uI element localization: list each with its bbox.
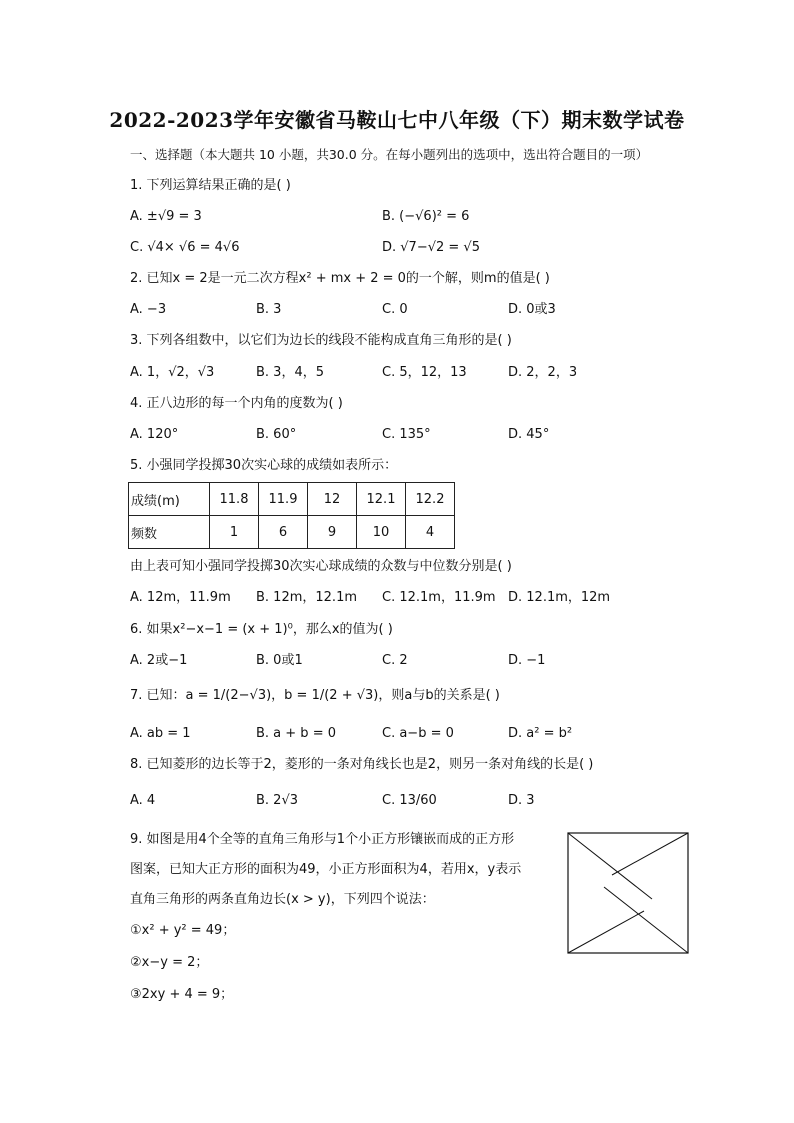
question-9-line-1: 9. 如图是用4个全等的直角三角形与1个小正方形镶嵌而成的正方形	[130, 832, 515, 847]
question-8-option-a[interactable]: A. 4	[130, 793, 156, 808]
table-cell: 6	[259, 516, 308, 549]
question-4-option-c[interactable]: C. 135°	[382, 427, 431, 442]
table-cell: 频数	[129, 516, 210, 549]
question-4-option-b[interactable]: B. 60°	[256, 427, 297, 442]
question-4-stem: 4. 正八边形的每一个内角的度数为( )	[130, 396, 343, 411]
question-9-statement-3: ③2xy + 4 = 9；	[130, 987, 234, 1002]
question-7-option-c[interactable]: C. a−b = 0	[382, 726, 454, 741]
question-2-option-c[interactable]: C. 0	[382, 302, 408, 317]
question-1-stem: 1. 下列运算结果正确的是( )	[130, 178, 291, 193]
score-table	[128, 482, 455, 549]
question-1-option-c[interactable]: C. √4× √6 = 4√6	[130, 240, 240, 255]
question-3-option-a[interactable]: A. 1，√2，√3	[130, 365, 215, 380]
table-cell: 11.8	[210, 483, 259, 516]
question-7-option-a[interactable]: A. ab = 1	[130, 726, 191, 741]
question-2-option-d[interactable]: D. 0或3	[508, 302, 556, 317]
table-row	[129, 483, 455, 516]
question-1-option-d[interactable]: D. √7−√2 = √5	[382, 240, 480, 255]
pinwheel-square-figure	[567, 832, 689, 954]
question-6-stem: 6. 如果x²−x−1 = (x + 1)⁰，那么x的值为( )	[130, 622, 393, 637]
table-cell: 1	[210, 516, 259, 549]
question-5-option-b[interactable]: B. 12m，12.1m	[256, 590, 357, 605]
question-5-stem-2: 由上表可知小强同学投掷30次实心球成绩的众数与中位数分别是( )	[130, 559, 512, 574]
question-9-statement-1: ①x² + y² = 49；	[130, 923, 236, 938]
question-2-option-a[interactable]: A. −3	[130, 302, 167, 317]
question-5-option-c[interactable]: C. 12.1m，11.9m	[382, 590, 496, 605]
table-row	[129, 516, 455, 549]
question-9-line-3: 直角三角形的两条直角边长(x > y)，下列四个说法：	[130, 892, 435, 907]
question-3-stem: 3. 下列各组数中，以它们为边长的线段不能构成直角三角形的是( )	[130, 333, 512, 348]
triangle-edge	[604, 887, 688, 953]
question-8-option-d[interactable]: D. 3	[508, 793, 535, 808]
question-9-line-2: 图案，已知大正方形的面积为49，小正方形面积为4，若用x，y表示	[130, 862, 522, 877]
section-header: 一、选择题（本大题共 10 小题，共30.0 分。在每小题列出的选项中，选出符合题目的一项）	[130, 147, 649, 162]
question-7-stem: 7. 已知：a = 1/(2−√3)，b = 1/(2 + √3)，则a与b的关系是( )	[130, 688, 500, 703]
question-5-option-d[interactable]: D. 12.1m，12m	[508, 590, 611, 605]
table-cell: 9	[308, 516, 357, 549]
table-cell: 10	[357, 516, 406, 549]
question-8-option-c[interactable]: C. 13/60	[382, 793, 437, 808]
question-1-option-a[interactable]: A. ±√9 = 3	[130, 209, 202, 224]
table-cell: 12.1	[357, 483, 406, 516]
triangle-edge	[612, 833, 688, 875]
question-2-option-b[interactable]: B. 3	[256, 302, 282, 317]
question-4-option-a[interactable]: A. 120°	[130, 427, 179, 442]
triangle-edge	[568, 911, 644, 953]
triangle-edge	[568, 833, 652, 899]
question-2-stem: 2. 已知x = 2是一元二次方程x² + mx + 2 = 0的一个解，则m的值是( )	[130, 271, 550, 286]
question-8-option-b[interactable]: B. 2√3	[256, 793, 299, 808]
question-4-option-d[interactable]: D. 45°	[508, 427, 550, 442]
question-5-stem: 5. 小强同学投掷30次实心球的成绩如表所示：	[130, 458, 398, 473]
question-3-option-c[interactable]: C. 5，12，13	[382, 365, 467, 380]
question-6-option-a[interactable]: A. 2或−1	[130, 653, 188, 668]
outer-square	[568, 833, 688, 953]
question-8-stem: 8. 已知菱形的边长等于2，菱形的一条对角线长也是2，则另一条对角线的长是( )	[130, 757, 594, 772]
table-cell: 11.9	[259, 483, 308, 516]
table-cell: 12.2	[406, 483, 455, 516]
question-5-option-a[interactable]: A. 12m，11.9m	[130, 590, 231, 605]
question-3-option-b[interactable]: B. 3，4，5	[256, 365, 324, 380]
table-cell: 成绩(m)	[129, 483, 210, 516]
table-cell: 4	[406, 516, 455, 549]
question-3-option-d[interactable]: D. 2，2，3	[508, 365, 578, 380]
question-7-option-d[interactable]: D. a² = b²	[508, 726, 573, 741]
question-6-option-d[interactable]: D. −1	[508, 653, 546, 668]
question-6-option-c[interactable]: C. 2	[382, 653, 408, 668]
question-6-option-b[interactable]: B. 0或1	[256, 653, 303, 668]
question-9-statement-2: ②x−y = 2；	[130, 955, 209, 970]
question-7-option-b[interactable]: B. a + b = 0	[256, 726, 336, 741]
page-title: 2022-2023学年安徽省马鞍山七中八年级（下）期末数学试卷	[109, 108, 685, 132]
question-1-option-b[interactable]: B. (−√6)² = 6	[382, 209, 470, 224]
table-cell: 12	[308, 483, 357, 516]
